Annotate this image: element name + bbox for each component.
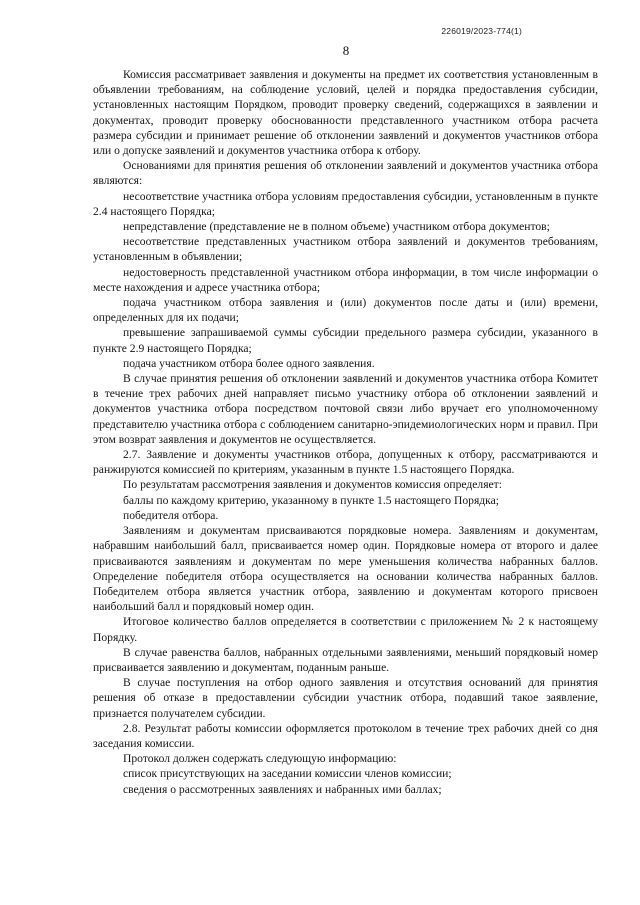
paragraph-single-application: В случае поступления на отбор одного заявления и отсутствия оснований для принятия решения об отказе в предоставлении субсидии участник отбора, подавший такое заявление, признается получателем субсидии. [93, 676, 598, 720]
list-item-condition-mismatch: несоответствие участника отбора условиям предоставления субсидии, установленным в пункте 2.4 настоящего Порядка; [93, 189, 598, 218]
paragraph-section-2-8: 2.8. Результат работы комиссии оформляется протоколом в течение трех рабочих дней со дня заседания комиссии. [93, 721, 598, 750]
paragraph-equal-scores: В случае равенства баллов, набранных отдельными заявлениями, меньший порядковый номер присваивается заявлению и документам, поданным раньше. [93, 645, 598, 674]
document-registration-number: 226019/2023-774(1) [441, 26, 522, 36]
list-item-missing-documents: непредставление (представление не в полном объеме) участником отбора документов; [123, 220, 550, 234]
paragraph-commission-review: Комиссия рассматривает заявления и документы на предмет их соответствия установленным в объявлении требованиям, на соблюдение условий, целей и порядка предоставления субсидии, установленных настоящим Порядком, проводит проверку сведений, содержащихся в заявлении и документах, проводит проверку обоснованности представленного участником отбора расчета размера субсидии и принимает решение об отклонении заявлений и документов участников отбора или о допуске заявлений и документов участника отбора к отбору. [93, 68, 598, 158]
list-item-reviewed-applications: сведения о рассмотренных заявлениях и набранных ими баллах; [123, 782, 442, 796]
list-item-false-information: недостоверность представленной участником отбора информации, в том числе информации о месте нахождения и адресе участника отбора; [93, 265, 598, 294]
list-item-requirements-mismatch: несоответствие представленных участником отбора заявлений и документов требованиям, установленным в объявлении; [93, 235, 598, 264]
paragraph-rejection-grounds-intro: Основаниями для принятия решения об отклонении заявлений и документов участника отбора являются: [93, 159, 598, 188]
list-item-amount-exceeded: превышение запрашиваемой суммы субсидии предельного размера субсидии, указанного в пункте 2.9 настоящего Порядка; [93, 326, 598, 355]
document-body [93, 67, 598, 797]
paragraph-section-2-7: 2.7. Заявление и документы участников отбора, допущенных к отбору, рассматриваются и ранжируются комиссией по критериям, указанным в пункте 1.5 настоящего Порядка. [93, 448, 598, 477]
list-item-multiple-applications: подача участником отбора более одного заявления. [123, 356, 375, 370]
page-number: 8 [342, 43, 350, 58]
list-item-criteria-scores: баллы по каждому критерию, указанному в пункте 1.5 настоящего Порядка; [123, 493, 500, 507]
list-item-members-present: список присутствующих на заседании комиссии членов комиссии; [123, 767, 452, 781]
paragraph-rejection-notice: В случае принятия решения об отклонении заявлений и документов участника отбора Комитет в течение трех рабочих дней направляет письмо участнику отбора об отклонении заявлений и документов участника отбора посредством почтовой связи либо вручает его уполномоченному представителю участника отбора с соблюдением санитарно-эпидемиологических норм и правил. При этом возврат заявления и документов не осуществляется. [93, 372, 598, 446]
paragraph-ranking-numbers: Заявлениям и документам присваиваются порядковые номера. Заявлениям и документам, набравшим наибольший балл, присваивается номер один. Порядковые номера от второго и далее присваиваются заявлениям и документам по мере уменьшения количества набранных баллов. Определение победителя отбора осуществляется на основании количества набранных баллов. Победителем отбора является участник отбора, заявлению и документам которого присвоен наибольший балл и порядковый номер один. [93, 524, 598, 614]
list-item-winner: победителя отбора. [123, 508, 219, 522]
paragraph-commission-determines: По результатам рассмотрения заявления и документов комиссия определяет: [123, 478, 502, 492]
paragraph-protocol-contents: Протокол должен содержать следующую информацию: [123, 752, 397, 766]
list-item-late-submission: подача участником отбора заявления и (или) документов после даты и (или) времени, определенных для их подачи; [93, 296, 598, 325]
paragraph-total-score: Итоговое количество баллов определяется в соответствии с приложением № 2 к настоящему Порядку. [93, 615, 598, 644]
